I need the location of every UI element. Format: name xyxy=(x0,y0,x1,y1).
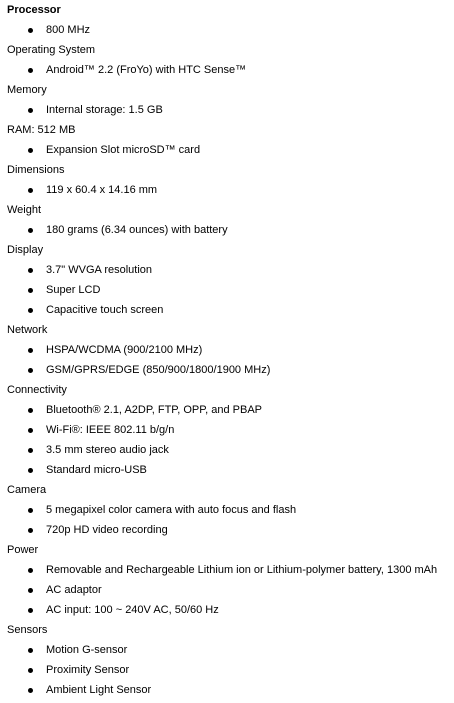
spec-item-text: AC input: 100 ~ 240V AC, 50/60 Hz xyxy=(46,604,219,616)
spec-item-text: GSM/GPRS/EDGE (850/900/1800/1900 MHz) xyxy=(46,364,271,376)
section-heading: Display xyxy=(7,244,44,256)
bullet-icon xyxy=(28,148,33,153)
bullet-icon xyxy=(28,448,33,453)
spec-list-item xyxy=(7,100,451,120)
spec-item-text: Capacitive touch screen xyxy=(46,304,164,316)
bullet-icon xyxy=(28,308,33,313)
spec-list-item xyxy=(7,500,451,520)
bullet-icon xyxy=(28,588,33,593)
section-heading: Sensors xyxy=(7,624,48,636)
spec-list-item xyxy=(7,220,451,240)
spec-list-item xyxy=(7,280,451,300)
bullet-icon xyxy=(28,568,33,573)
bullet-icon xyxy=(28,648,33,653)
spec-item-text: 720p HD video recording xyxy=(46,524,168,536)
spec-item-text: Motion G-sensor xyxy=(46,644,128,656)
spec-list-item xyxy=(7,560,451,580)
spec-item-text: 3.7" WVGA resolution xyxy=(46,264,153,276)
spec-list-item xyxy=(7,680,451,700)
bullet-icon xyxy=(28,228,33,233)
section-heading: Operating System xyxy=(7,44,96,56)
section-heading: Connectivity xyxy=(7,384,67,396)
bullet-icon xyxy=(28,188,33,193)
spec-list-item xyxy=(7,580,451,600)
spec-item-text: 119 x 60.4 x 14.16 mm xyxy=(46,184,158,196)
bullet-icon xyxy=(28,668,33,673)
bullet-icon xyxy=(28,408,33,413)
section-heading: Camera xyxy=(7,484,47,496)
spec-list-item xyxy=(7,300,451,320)
spec-item-text: Bluetooth® 2.1, A2DP, FTP, OPP, and PBAP xyxy=(46,404,263,416)
spec-list-item xyxy=(7,140,451,160)
section-heading: Weight xyxy=(7,204,42,216)
bullet-icon xyxy=(28,68,33,73)
spec-list-item xyxy=(7,20,451,40)
section-heading: Dimensions xyxy=(7,164,65,176)
spec-list-item xyxy=(7,260,451,280)
spec-list-item xyxy=(7,520,451,540)
spec-item-text: Wi-Fi®: IEEE 802.11 b/g/n xyxy=(46,424,175,436)
bullet-icon xyxy=(28,508,33,513)
bullet-icon xyxy=(28,368,33,373)
spec-item-text: Ambient Light Sensor xyxy=(46,684,152,696)
bullet-icon xyxy=(28,468,33,473)
bullet-icon xyxy=(28,288,33,293)
spec-item-text: Standard micro-USB xyxy=(46,464,147,476)
section-heading: Processor xyxy=(7,4,61,16)
spec-item-text: HSPA/WCDMA (900/2100 MHz) xyxy=(46,344,203,356)
spec-list-item xyxy=(7,600,451,620)
section-heading: Memory xyxy=(7,84,47,96)
bullet-icon xyxy=(28,688,33,693)
spec-item-text: 180 grams (6.34 ounces) with battery xyxy=(46,224,228,236)
bullet-icon xyxy=(28,428,33,433)
bullet-icon xyxy=(28,348,33,353)
section-heading: Network xyxy=(7,324,48,336)
section-heading: Power xyxy=(7,544,39,556)
spec-item-text: Removable and Rechargeable Lithium ion or Lithium-polymer battery, 1300 mAh xyxy=(46,564,438,576)
spec-list-item xyxy=(7,460,451,480)
spec-item-text: Super LCD xyxy=(46,284,101,296)
spec-sheet xyxy=(7,0,451,700)
spec-item-text: Proximity Sensor xyxy=(46,664,130,676)
spec-list-item xyxy=(7,60,451,80)
section-heading: RAM: 512 MB xyxy=(7,124,76,136)
spec-item-text: 800 MHz xyxy=(46,24,91,36)
spec-item-text: 5 megapixel color camera with auto focus and flash xyxy=(46,504,297,516)
spec-list-item xyxy=(7,400,451,420)
spec-item-text: 3.5 mm stereo audio jack xyxy=(46,444,169,456)
bullet-icon xyxy=(28,608,33,613)
bullet-icon xyxy=(28,528,33,533)
bullet-icon xyxy=(28,108,33,113)
spec-item-text: Android™ 2.2 (FroYo) with HTC Sense™ xyxy=(46,64,247,76)
spec-list-item xyxy=(7,660,451,680)
spec-item-text: AC adaptor xyxy=(46,584,102,596)
spec-list-item xyxy=(7,340,451,360)
spec-list-item xyxy=(7,420,451,440)
spec-list-item xyxy=(7,440,451,460)
bullet-icon xyxy=(28,28,33,33)
spec-item-text: Expansion Slot microSD™ card xyxy=(46,144,201,156)
spec-item-text: Internal storage: 1.5 GB xyxy=(46,104,163,116)
spec-list-item xyxy=(7,640,451,660)
bullet-icon xyxy=(28,268,33,273)
spec-list-item xyxy=(7,360,451,380)
spec-list-item xyxy=(7,180,451,200)
